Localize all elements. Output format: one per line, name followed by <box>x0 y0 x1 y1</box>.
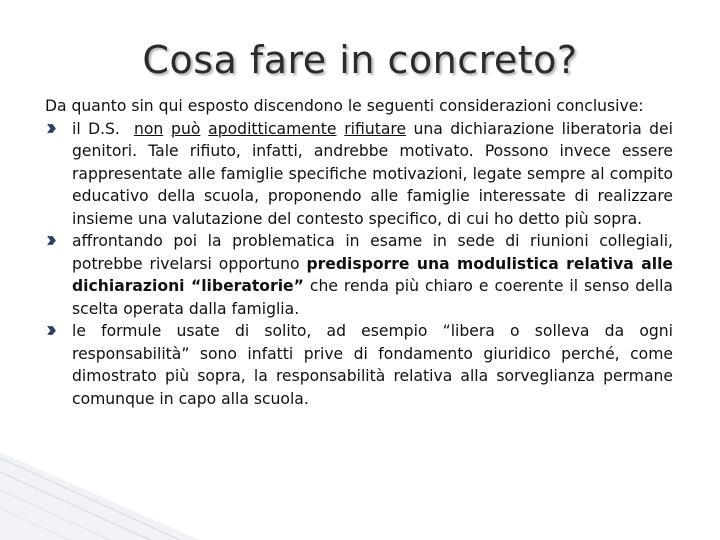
bullet-1-underlined-rifiutare: rifiutare <box>344 119 407 138</box>
arrow-bullet-icon <box>46 123 57 134</box>
intro-text: Da quanto sin qui esposto discendono le seguenti considerazioni conclusive: <box>45 97 644 115</box>
slide-body <box>45 95 673 410</box>
bullet-1-lead: il D.S. <box>72 119 120 138</box>
bullet-2-text-end: che renda più chiaro e coerente il senso della scelta operata dalla famiglia. <box>72 277 673 318</box>
arrow-bullet-icon <box>46 325 57 336</box>
bullet-2-bold-text: predisporre una modulistica relativa alle dichiarazioni “liberatorie” <box>72 254 673 295</box>
bullet-3-text: le formule usate di solito, ad esempio “libera o solleva da ogni responsabilità” sono infatti prive di fondamento giuridico perché, come dimostrato più sopra, la responsabilità relativa alla sorveglianza permane comunque in capo alla scuola. <box>72 322 673 408</box>
corner-decoration <box>0 450 200 540</box>
bullet-1-text: una dichiarazione liberatoria dei genitori. Tale rifiuto, infatti, andrebbe motivato. Possono invece essere rappresentate alle famiglie specifiche motivazioni, legate sempre al compito educativo della scuola, proponendo alle famiglie interessate di realizzare insieme una valutazione del contesto specifico, di cui ho detto più sopra. <box>72 119 673 228</box>
bullet-1-underlined-puo: può <box>171 119 201 138</box>
bullet-list <box>45 118 673 411</box>
slide-title: Cosa fare in concreto? <box>142 38 578 82</box>
bullet-2-text: affrontando poi la problematica in esame in sede di riunioni collegiali, potrebbe rivelarsi opportuno <box>72 232 673 273</box>
bullet-item-2 <box>45 230 673 320</box>
bullet-1-underlined-apoditticamente: apoditticamente <box>208 119 337 138</box>
bullet-item-3 <box>45 320 673 410</box>
bullet-item-1 <box>45 118 673 231</box>
arrow-bullet-icon <box>46 235 57 246</box>
bullet-1-underlined-non: non <box>133 119 164 138</box>
